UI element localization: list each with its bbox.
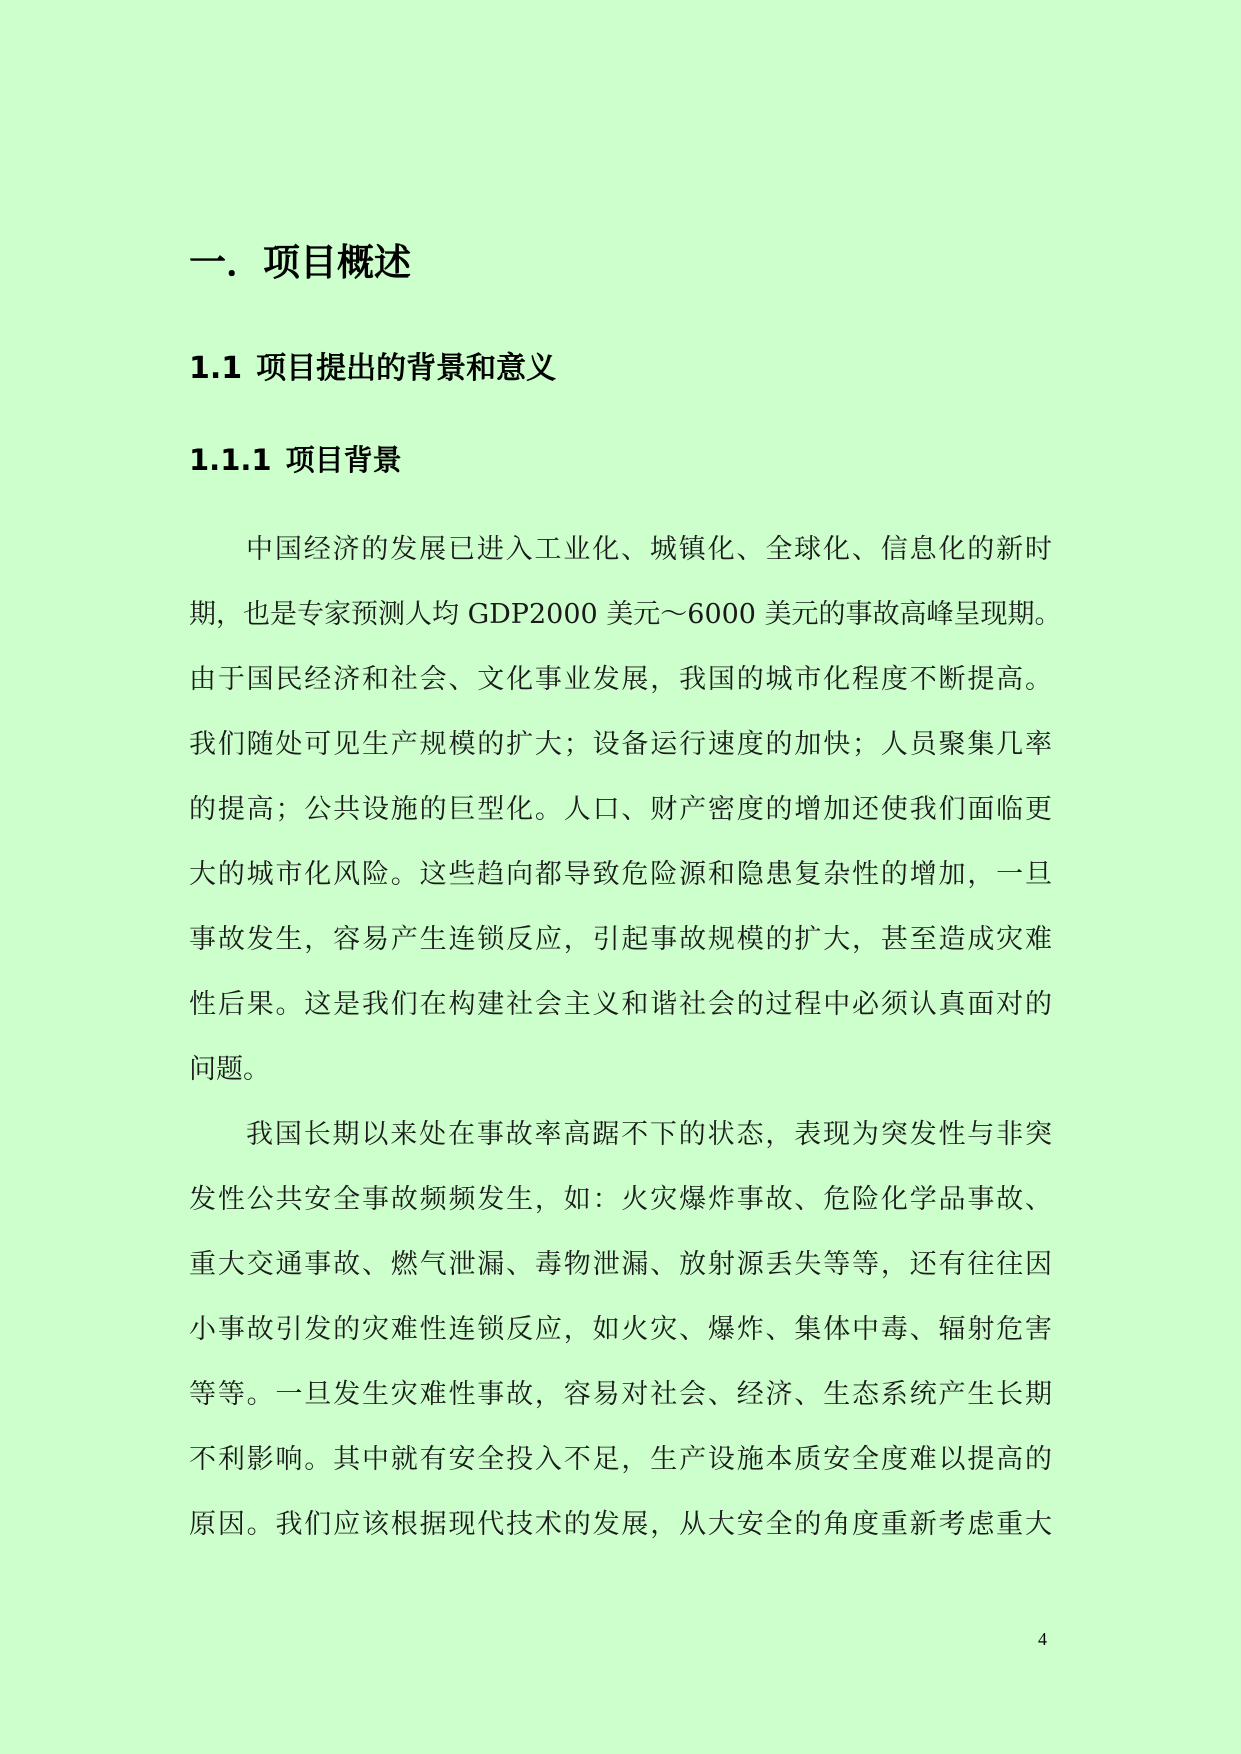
document-page (189, 0, 1062, 1754)
paragraph-line: 由于国民经济和社会、文化事业发展，我国的城市化程度不断提高。 (189, 664, 1052, 695)
heading-1-title: 项目概述 (263, 241, 411, 284)
page-number: 4 (1038, 1629, 1047, 1649)
paragraph (189, 523, 1062, 1108)
paragraph-line: 中国经济的发展已进入工业化、城镇化、全球化、信息化的新时 (246, 534, 1052, 565)
paragraph-line: 期，也是专家预测人均 GDP2000 美元～6000 美元的事故高峰呈现期。 (189, 599, 1062, 630)
paragraph-line: 我们随处可见生产规模的扩大；设备运行速度的加快；人员聚集几率 (189, 729, 1052, 760)
paragraph-line: 小事故引发的灾难性连锁反应，如火灾、爆炸、集体中毒、辐射危害 (189, 1314, 1052, 1345)
paragraph-line: 原因。我们应该根据现代技术的发展，从大安全的角度重新考虑重大 (189, 1509, 1052, 1540)
paragraph-line: 不利影响。其中就有安全投入不足，生产设施本质安全度难以提高的 (189, 1444, 1052, 1475)
heading-1-number: 一． (189, 241, 263, 284)
paragraph-line: 重大交通事故、燃气泄漏、毒物泄漏、放射源丢失等等，还有往往因 (189, 1249, 1052, 1280)
heading-3-title: 项目背景 (285, 443, 402, 477)
heading-3-number: 1.1.1 (189, 443, 272, 477)
paragraph (189, 1108, 1052, 1563)
heading-level-3 (189, 435, 402, 485)
heading-2-title: 项目提出的背景和意义 (256, 351, 557, 386)
paragraph-line: 等等。一旦发生灾难性事故，容易对社会、经济、生态系统产生长期 (189, 1379, 1052, 1410)
heading-level-1 (189, 238, 411, 288)
paragraph-line: 大的城市化风险。这些趋向都导致危险源和隐患复杂性的增加，一旦 (189, 859, 1052, 890)
paragraph-line: 问题。 (189, 1054, 270, 1085)
paragraph-line: 发性公共安全事故频频发生，如：火灾爆炸事故、危险化学品事故、 (189, 1184, 1052, 1215)
heading-level-2 (189, 344, 556, 394)
paragraph-line: 我国长期以来处在事故率高踞不下的状态，表现为突发性与非突 (246, 1119, 1052, 1150)
body-text (189, 523, 1062, 1563)
paragraph-line: 的提高；公共设施的巨型化。人口、财产密度的增加还使我们面临更 (189, 794, 1052, 825)
paragraph-line: 性后果。这是我们在构建社会主义和谐社会的过程中必须认真面对的 (189, 989, 1052, 1020)
heading-2-number: 1.1 (189, 351, 243, 386)
paragraph-line: 事故发生，容易产生连锁反应，引起事故规模的扩大，甚至造成灾难 (189, 924, 1052, 955)
